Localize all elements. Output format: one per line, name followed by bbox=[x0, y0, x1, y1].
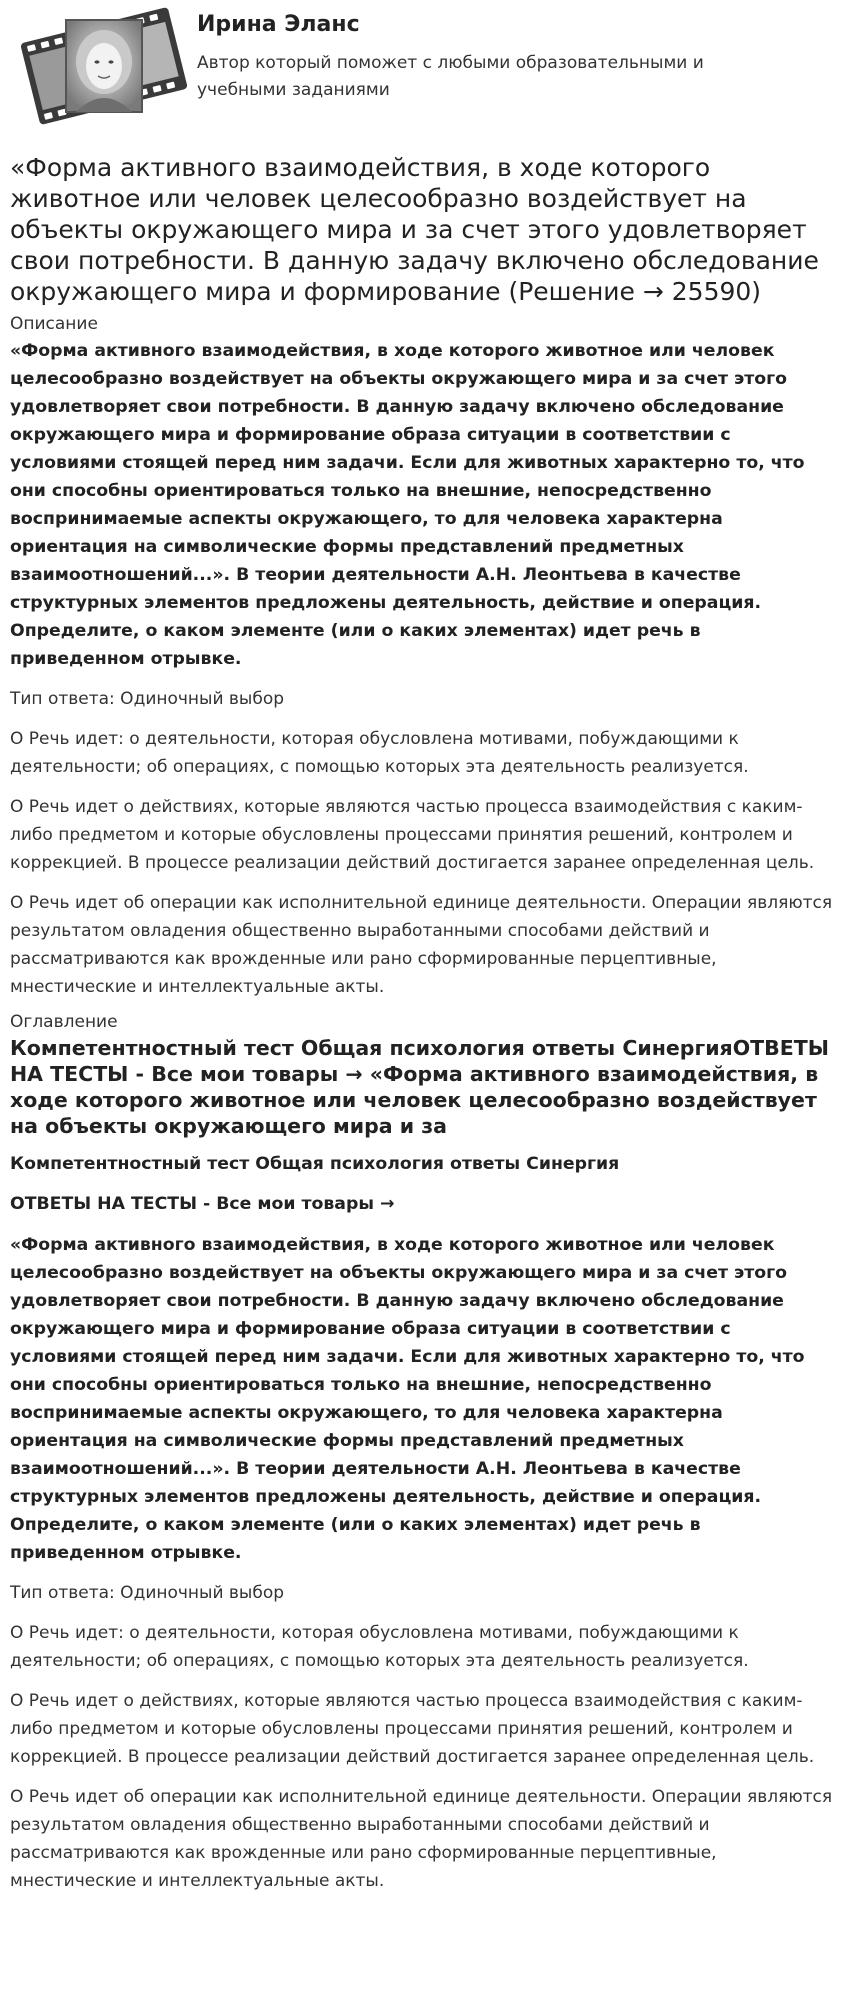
question-text: «Форма активного взаимодействия, в ходе которого животное или человек целесообразно воздействует на объекты окружающего мира и за счет этого удовлетворяет свои потребности. В данную задачу включено обследование окружающего мира и формирование образа ситуации в соответствии с условиями стоящей перед ним задачи. Если для животных характерно то, что они способны ориентироваться только на внешние, непосредственно воспринимаемые аспекты окружающего, то для человека характерна ориентация на символические формы представлений предметных взаимоотношений...». В теории деятельности А.Н. Леонтьева в качестве структурных элементов предложены деятельность, действие и операция. Определите, о каком элементе (или о каких элементах) идет речь в приведенном отрывке. bbox=[10, 341, 805, 669]
option-item: О Речь идет: о деятельности, которая обусловлена мотивами, побуждающими к деятельности; об операциях, с помощью которых эта деятельность реализуется. bbox=[10, 729, 749, 777]
toc-subheading-answers[interactable]: ОТВЕТЫ НА ТЕСТЫ - Все мои товары → bbox=[10, 1194, 395, 1214]
avatar[interactable] bbox=[20, 6, 188, 126]
author-header bbox=[10, 0, 837, 130]
answer-type: Тип ответа: Одиночный выбор bbox=[10, 689, 285, 709]
options-list bbox=[10, 725, 837, 1001]
question-text-repeat: «Форма активного взаимодействия, в ходе которого животное или человек целесообразно воздействует на объекты окружающего мира и за счет этого удовлетворяет свои потребности. В данную задачу включено обследование окружающего мира и формирование образа ситуации в соответствии с условиями стоящей перед ним задачи. Если для животных характерно то, что они способны ориентироваться только на внешние, непосредственно воспринимаемые аспекты окружающего, то для человека характерна ориентация на символические формы представлений предметных взаимоотношений...». В теории деятельности А.Н. Леонтьева в качестве структурных элементов предложены деятельность, действие и операция. Определите, о каком элементе (или о каких элементах) идет речь в приведенном отрывке. bbox=[10, 1235, 805, 1563]
option-item: О Речь идет: о деятельности, которая обусловлена мотивами, побуждающими к деятельности; об операциях, с помощью которых эта деятельность реализуется. bbox=[10, 1623, 749, 1671]
author-name[interactable]: Ирина Эланс bbox=[197, 12, 360, 37]
toc-subheading-test: Компетентностный тест Общая психология ответы Синергия bbox=[10, 1154, 620, 1174]
option-item: О Речь идет о действиях, которые являются частью процесса взаимодействия с каким-либо предметом и которые обусловлены процессами принятия решений, контролем и коррекцией. В процессе реализации действий достигается заранее определенная цель. bbox=[10, 797, 815, 873]
option-item: О Речь идет об операции как исполнительной единице деятельности. Операции являются результатом овладения общественно выработанными способами действий и рассматриваются как врожденные или рано сформированные перцептивные, мнестические и интеллектуальные акты. bbox=[10, 1787, 833, 1891]
option-item: О Речь идет об операции как исполнительной единице деятельности. Операции являются результатом овладения общественно выработанными способами действий и рассматриваются как врожденные или рано сформированные перцептивные, мнестические и интеллектуальные акты. bbox=[10, 893, 833, 997]
answer-type-repeat: Тип ответа: Одиночный выбор bbox=[10, 1583, 285, 1603]
option-item: О Речь идет о действиях, которые являются частью процесса взаимодействия с каким-либо предметом и которые обусловлены процессами принятия решений, контролем и коррекцией. В процессе реализации действий достигается заранее определенная цель. bbox=[10, 1691, 815, 1767]
options-list-repeat bbox=[10, 1619, 837, 1895]
page-title: «Форма активного взаимодействия, в ходе которого животное или человек целесообразно воздействует на объекты окружающего мира и за счет этого удовлетворяет свои потребности. В данную задачу включено обследование окружающего мира и формирование (Решение → 25590) bbox=[10, 153, 819, 306]
author-photo-icon bbox=[20, 6, 188, 126]
toc-label: Оглавление bbox=[10, 1012, 118, 1032]
description-label: Описание bbox=[10, 314, 98, 334]
author-description: Автор который поможет с любыми образовательными и учебными заданиями bbox=[197, 53, 704, 100]
toc-title: Компетентностный тест Общая психология ответы СинергияОТВЕТЫ НА ТЕСТЫ - Все мои товары → «Форма активного взаимодействия, в ходе которого животное или человек целесообразно воздействует на объекты окружающего мира и за bbox=[10, 1036, 829, 1138]
